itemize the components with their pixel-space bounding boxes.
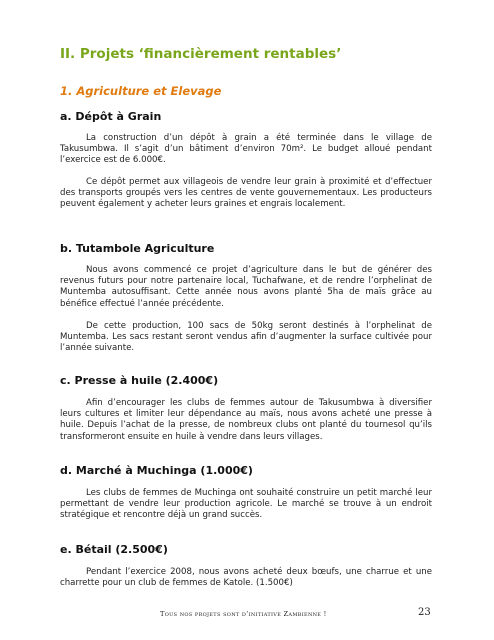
section-title: II. Projets ‘financièrement rentables’ <box>60 46 342 62</box>
page-footer: Tous nos projets sont d’initiative Zambienne ! <box>160 610 327 618</box>
paragraph: Afin d’encourager les clubs de femmes autour de Takusumbwa à diversifier leurs cultures et limiter leur dépendance au maïs, nous avons acheté une presse à huile. Depuis l’achat de la presse, de nombreux clubs ont planté du tournesol qu’ils transformeront ensuite en huile à vendre dans leurs villages. <box>60 398 432 442</box>
heading-marche-muchinga: d. Marché à Muchinga (1.000€) <box>60 464 253 477</box>
heading-depot-grain: a. Dépôt à Grain <box>60 110 162 123</box>
paragraph: Nous avons commencé ce projet d’agriculture dans le but de générer des revenus futurs pour notre partenaire local, Tuchafwane, et de rendre l’orphelinat de Muntemba autosuffisant. Cette année nous avons planté 5ha de maïs grâce au bénéfice effectué l’année précédente. <box>60 265 432 309</box>
heading-presse-huile: c. Presse à huile (2.400€) <box>60 374 219 387</box>
subsection-title: 1. Agriculture et Elevage <box>60 84 222 98</box>
paragraph: Pendant l’exercice 2008, nous avons acheté deux bœufs, une charrue et une charrette pour un club de femmes de Katole. (1.500€) <box>60 567 432 589</box>
paragraph: La construction d’un dépôt à grain a été terminée dans le village de Takusumbwa. Il s’agit d’un bâtiment d’environ 70m². Le budget alloué pendant l’exercice est de 6.000€. <box>60 133 432 166</box>
paragraph: Les clubs de femmes de Muchinga ont souhaité construire un petit marché leur permettant de vendre leur production agricole. Le marché se trouve à un endroit stratégique et rencontre déjà un grand succès. <box>60 488 432 521</box>
heading-betail: e. Bétail (2.500€) <box>60 543 168 556</box>
paragraph: Ce dépôt permet aux villageois de vendre leur grain à proximité et d’effectuer des transports groupés vers les centres de vente gouvernementaux. Les producteurs peuvent également y acheter leurs graines et engrais localement. <box>60 177 432 210</box>
heading-tutambole-agriculture: b. Tutambole Agriculture <box>60 242 215 255</box>
paragraph: De cette production, 100 sacs de 50kg seront destinés à l’orphelinat de Muntemba. Les sacs restant seront vendus afin d’augmenter la surface cultivée pour l’année suivante. <box>60 321 432 354</box>
page-number: 23 <box>418 607 431 618</box>
